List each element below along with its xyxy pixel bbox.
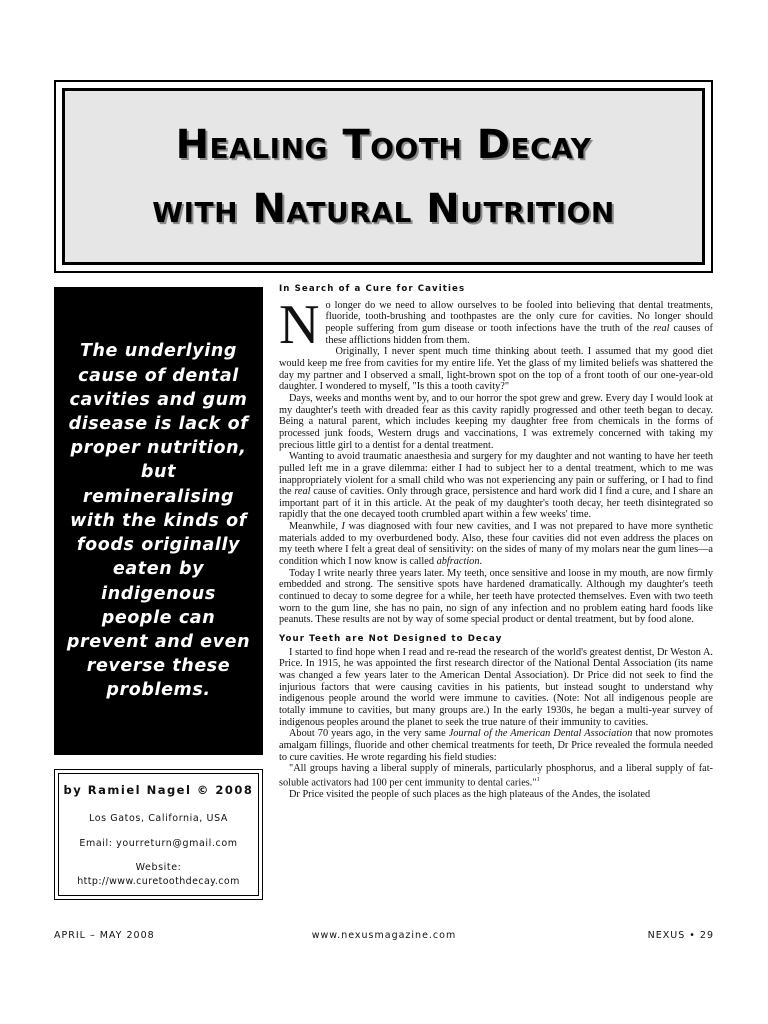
paragraph-5-text-b: was diagnosed with four new cavities, and I was not prepared to have more synthetic materials added to my overburdened body. Also, these four cavities did not even address the places on my teeth where I felt a great deal of sensitivity: on the sides of many of my molars near the gum lines—a condition which I now know is called bbox=[279, 521, 713, 568]
paragraph-9-text: "All groups having a liberal supply of minerals, particularly phosphorus, and a liberal supply of fat-soluble activators had 100 per cent immunity to dental caries." bbox=[279, 763, 713, 789]
paragraph-2: Originally, I never spent much time thinking about teeth. I assumed that my good diet would keep me free from cavities for my entire life. Yet the glass of my limited beliefs was shattered the day my partner and I observed a small, light-brown spot on the top of a front tooth of our one-year-old daughter. I wondered to myself, "Is this a tooth cavity?" bbox=[279, 346, 713, 393]
byline-website-label: Website: bbox=[135, 862, 182, 873]
paragraph-10: Dr Price visited the people of such places as the high plateaus of the Andes, the isolated bbox=[289, 788, 651, 800]
paragraph-7: I started to find hope when I read and re-read the research of the world's greatest dentist, Dr Weston A. Price. In 1915, he was appointed the first research director of the National Dental Association (its name was changed a few years later to the American Dental Association). Dr Price did not seek to find the injurious factors that were causing cavities in his patients, but instead sought to understand why indigenous people around the world were immune to cavities. (Note: Not all indigenous people are totally immune to cavities, but many groups are.) In the early 1930s, he began a multi-year survey of indigenous peoples around the planet to seek the true nature of their immunity to cavities. bbox=[279, 646, 713, 728]
drop-cap: N bbox=[279, 293, 320, 356]
footer-page-number: NEXUS • 29 bbox=[647, 930, 714, 941]
article-body bbox=[279, 284, 713, 801]
paragraph-5-emphasis-2: abfraction bbox=[436, 556, 480, 568]
title-line-1: Healing Tooth Decay bbox=[175, 121, 592, 168]
paragraph-1-text-b: causes of these afflictions hidden from them. bbox=[325, 322, 713, 346]
title-frame bbox=[54, 80, 713, 273]
paragraph-5-text-c: . bbox=[479, 556, 483, 568]
byline-box bbox=[54, 769, 263, 900]
footnote-marker: 1 bbox=[536, 776, 540, 783]
byline-author: by Ramiel Nagel © 2008 bbox=[63, 783, 254, 797]
paragraph-4 bbox=[279, 451, 713, 521]
paragraph-8-text-a: About 70 years ago, in the very same bbox=[289, 728, 449, 740]
paragraph-6: Today I write nearly three years later. My teeth, once sensitive and loose in my mouth, are now firmly embedded and strong. The sensitive spots have hardened dramatically. Although my daughter's teeth continued to decay to some degree for a while, her teeth have protected themselves. Even with two teeth worn to the gum line, she has no pain, no sign of any infection and no problem eating hard foods like peanuts. These results are not by way of some special product or dental treatment, but by food alone. bbox=[279, 567, 713, 626]
byline-email[interactable]: Email: yourreturn@gmail.com bbox=[79, 838, 238, 849]
footer-website[interactable]: www.nexusmagazine.com bbox=[311, 930, 457, 941]
byline-website-link[interactable]: http://www.curetoothdecay.com bbox=[77, 876, 240, 887]
paragraph-5-text-a: Meanwhile, bbox=[289, 521, 342, 533]
paragraph-8 bbox=[279, 728, 713, 763]
paragraph-4-text-b: cause of cavities. Only through grace, persistence and hard work did I find a cure, and I share an important part of it in this article. At the peak of my daughter's tooth decay, her teeth disintegrated so rapidly that the one decayed tooth crumbled apart within a few weeks' time. bbox=[279, 486, 714, 521]
paragraph-1-emphasis: real bbox=[653, 322, 670, 334]
section-heading-2: Your Teeth are Not Designed to Decay bbox=[279, 634, 503, 645]
paragraph-1 bbox=[279, 293, 713, 356]
section-heading-1: In Search of a Cure for Cavities bbox=[279, 284, 466, 294]
paragraph-4-emphasis: real bbox=[294, 486, 311, 498]
paragraph-3: Days, weeks and months went by, and to our horror the spot grew and grew. Every day I would look at my daughter's teeth with dreaded fear as this cavity rapidly progressed and other teeth began to decay. Being a natural parent, which includes keeping my daughter free from chemicals in the forms of processed junk foods, Western drugs and vaccinations, I was extremely concerned with taking my precious little girl to a dentist for a dental treatment. bbox=[279, 392, 713, 451]
paragraph-4-text-a: Wanting to avoid traumatic anaesthesia and surgery for my daughter and not wanting to have her teeth pulled left me in a grave dilemma: either I had to subject her to a dental treatment, which to me was inappropriately violent for a small child who was not experiencing any pain or suffering, or I had to find the bbox=[279, 451, 713, 498]
paragraph-8-emphasis: Journal of the American Dental Association bbox=[448, 728, 633, 740]
title-line-2: with Natural Nutrition bbox=[152, 185, 615, 232]
paragraph-8-text-b: that now promotes amalgam fillings, fluoride and other chemical treatments for teeth, Dr Price revealed the formula needed to cure cavities. He wrote regarding his field studies: bbox=[279, 728, 714, 763]
footer-issue-date: APRIL – MAY 2008 bbox=[54, 930, 155, 941]
pull-quote-box bbox=[54, 287, 263, 755]
paragraph-5 bbox=[279, 521, 713, 568]
paragraph-9 bbox=[279, 763, 713, 789]
paragraph-5-emphasis-1: I bbox=[341, 521, 345, 533]
byline-location: Los Gatos, California, USA bbox=[88, 813, 229, 824]
title-box bbox=[62, 88, 705, 265]
pull-quote: The underlying cause of dental cavities and gum disease is lack of proper nutrition, but remineralising with the kinds of foods originally eaten by indigenous people can prevent and even reverse these problems. bbox=[66, 341, 251, 701]
paragraph-1-text-a: o longer do we need to allow ourselves to be fooled into believing that dental treatments, fluoride, tooth-brushing and toothpastes are the only cure for cavities. No longer should people suffering from gum disease or tooth infections have the truth of the bbox=[325, 299, 713, 334]
